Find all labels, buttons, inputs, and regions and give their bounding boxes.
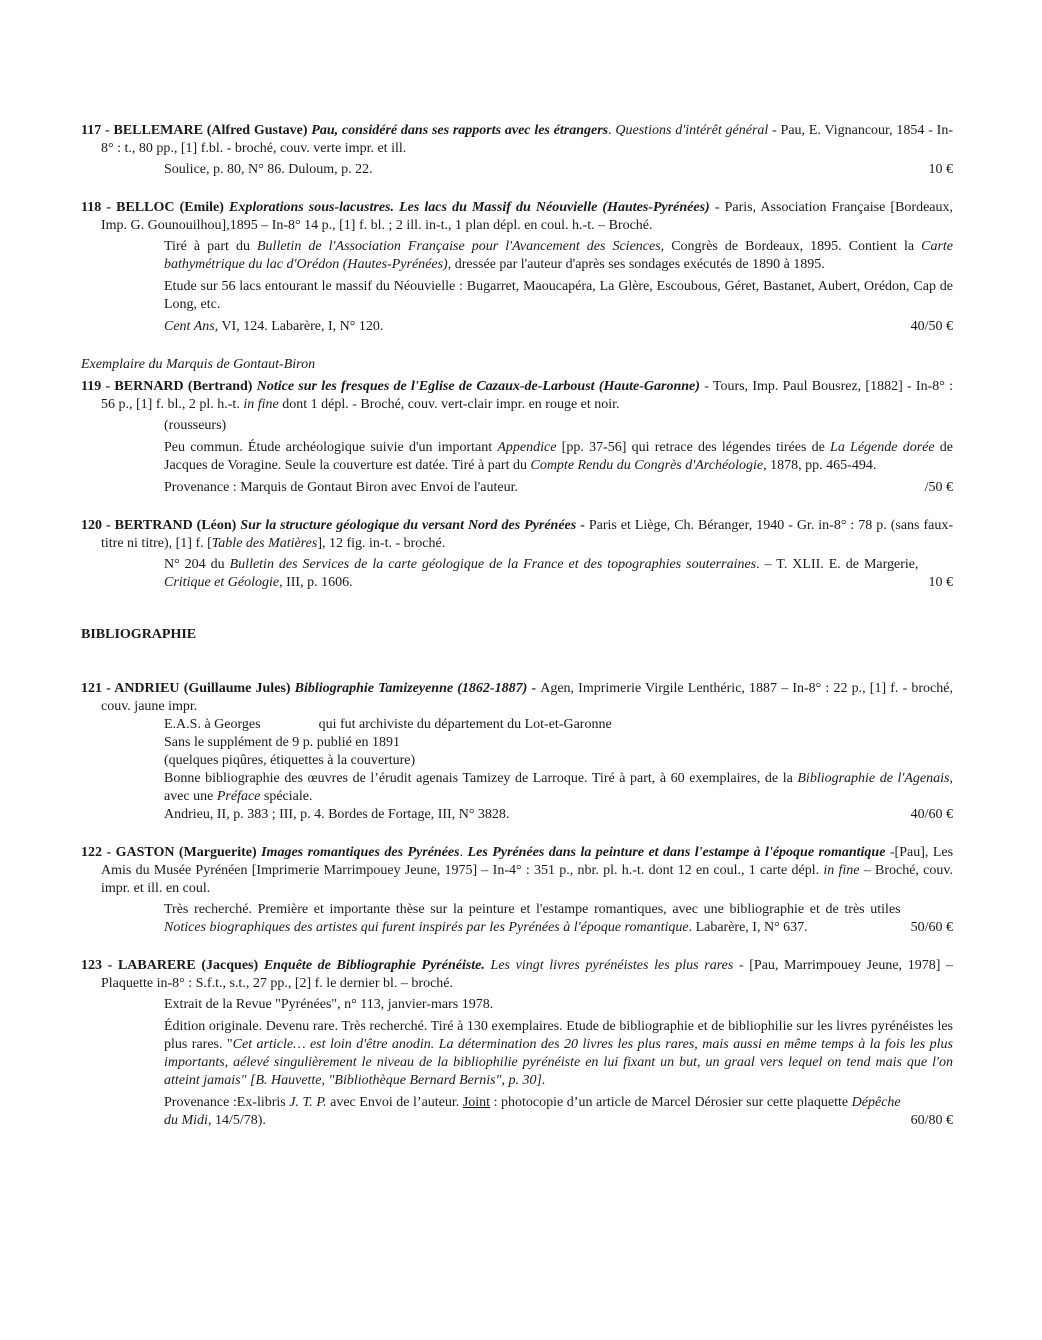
imprint: -[Pau], Les Amis du Musée Pyrénéen [Imprimerie Marrimpouey Jeune, 1975] – In-4° : 351 p., nbr. pl. h.-t. dont 12 en coul., 1 carte dépl. bbox=[101, 845, 954, 878]
reference-line bbox=[164, 1094, 953, 1130]
price: 10 € bbox=[928, 162, 953, 177]
description-note: Etude sur 56 lacs entourant le massif du Néouvielle : Bugarret, Maoucapéra, La Glère, Escoubous, Géret, Bastanet, Aubert, Orédon, Cap de Long, etc. bbox=[164, 279, 953, 312]
price: 10 € bbox=[928, 575, 953, 590]
book-subtitle: Questions d'intérêt général bbox=[615, 123, 769, 138]
entry-heading bbox=[81, 199, 953, 235]
entry-117 bbox=[81, 122, 953, 179]
dedication-note: E.A.S. à Georges qui fut archiviste du département du Lot-et-Garonne bbox=[164, 717, 612, 732]
imprint: - Pau, E. Vignancour, 1854 - In-8° : t., 80 pp., [1] f.bl. - broché, couv. verte impr. et ill. bbox=[101, 123, 954, 156]
entry-heading: 120 - BERTRAND (Léon) Sur la structure géologique du versant Nord des Pyrénées - Paris et Liège, Ch. Béranger, 1940 - Gr. in-8° : 78 p. (sans faux-titre ni titre), [1] f. [Table des Matières], 12 fig. in-t. - broché. bbox=[81, 518, 953, 551]
entry-heading: 119 - BERNARD (Bertrand) Notice sur les fresques de l'Eglise de Cazaux-de-Larboust (Haute-Garonne) - Tours, Imp. Paul Bousrez, [1882] - In-8° : 56 p., [1] f. bl., 2 pl. h.-t. in fine dont 1 dépl. - Broché, couv. vert-clair impr. en rouge et noir. bbox=[81, 379, 954, 412]
price: 40/60 € bbox=[910, 807, 953, 822]
lot-number: 118 - bbox=[81, 200, 117, 215]
reference-line bbox=[164, 806, 953, 824]
entry-120 bbox=[81, 517, 953, 592]
author: GASTON (Marguerite) bbox=[115, 845, 257, 860]
book-title: Notice sur les fresques de l'Eglise de Cazaux-de-Larboust (Haute-Garonne) bbox=[256, 379, 700, 394]
lot-number: 119 - bbox=[81, 379, 115, 394]
book-title: Bibliographie Tamizeyenne (1862-1887) bbox=[294, 681, 528, 696]
imprint: Paris et Liège, Ch. Béranger, 1940 - Gr. in-8° : 78 p. (sans faux-titre ni titre), [1] f. [ bbox=[101, 518, 953, 551]
reference: Soulice, p. 80, N° 86. Duloum, p. 22. bbox=[164, 162, 373, 177]
reference: Cent Ans, VI, 124. Labarère, I, N° 120. bbox=[164, 319, 384, 334]
price: 60/80 € bbox=[910, 1113, 953, 1128]
book-subtitle: Les Pyrénées dans la peinture et dans l'estampe à l'époque romantique bbox=[467, 845, 886, 860]
description-note: Sans le supplément de 9 p. publié en 1891 bbox=[164, 735, 401, 750]
entry-119 bbox=[81, 356, 953, 497]
description-note: Édition originale. Devenu rare. Très recherché. Tiré à 130 exemplaires. Etude de bibliographie et de bibliophilie sur les livres pyrénéistes les plus rares. "Cet article… est loin d'être anodin. La détermination des 20 livres les plus rares, mais aussi en même temps à la fois les plus importants, aélevé singulièrement le niveau de la bibliophilie pyrénéiste en lui fixant un but, un graal vers lequel on tend mais que l'on atteint jamais" [B. Hauvette, "Bibliothèque Bernard Bernis", p. 30]. bbox=[164, 1019, 953, 1088]
reference: Provenance :Ex-libris J. T. P. avec Envoi de l’auteur. Joint : photocopie d’un article de Marcel Dérosier sur cette plaquette Dépêche du Midi, 14/5/78). bbox=[164, 1095, 901, 1128]
author: BERNARD (Bertrand) bbox=[114, 379, 253, 394]
lot-number: 120 - bbox=[81, 518, 115, 533]
author: BERTRAND (Léon) bbox=[114, 518, 237, 533]
author: LABARERE (Jacques) bbox=[117, 958, 259, 973]
author: BELLOC (Emile) bbox=[116, 200, 224, 215]
book-title: Sur la structure géologique du versant Nord des Pyrénées bbox=[240, 518, 577, 533]
author: BELLEMARE (Alfred Gustave) bbox=[113, 123, 308, 138]
reference-line bbox=[164, 318, 953, 336]
imprint: - [Pau, Marrimpouey Jeune, 1978] – Plaquette in-8° : S.f.t., s.t., 27 pp., [2] f. le dernier bl. – broché. bbox=[101, 958, 953, 991]
reference: Andrieu, II, p. 383 ; III, p. 4. Bordes de Fortage, III, N° 3828. bbox=[164, 807, 510, 822]
condition-note: (quelques piqûres, étiquettes à la couverture) bbox=[164, 753, 416, 768]
book-subtitle: Les vingt livres pyrénéistes les plus rares bbox=[490, 958, 734, 973]
lot-number: 117 - bbox=[81, 123, 114, 138]
lot-number: 121 - bbox=[81, 681, 115, 696]
entry-heading: 121 - ANDRIEU (Guillaume Jules) Bibliographie Tamizeyenne (1862-1887) - Agen, Imprimerie Virgile Lenthéric, 1887 – In-8° : 22 p., [1] f. - broché, couv. jaune impr. bbox=[81, 681, 953, 714]
imprint: - Paris, Association Française [Bordeaux, Imp. G. Gounouilhou],1895 – In-8° 14 p., [1] f. bl. ; 2 ill. in-t., 1 plan dépl. en coul. h.-t. – Broché. bbox=[101, 200, 953, 233]
reference: N° 204 du Bulletin des Services de la carte géologique de la France et des topographies souterraines. – T. XLII. E. de Margerie, Critique et Géologie, III, p. 1606. bbox=[164, 557, 919, 590]
section-title: BIBLIOGRAPHIE bbox=[81, 627, 197, 642]
author: ANDRIEU (Guillaume Jules) bbox=[114, 681, 291, 696]
book-title: Explorations sous-lacustres. Les lacs du Massif du Néouvielle (Hautes-Pyrénées) bbox=[229, 200, 710, 215]
entry-heading bbox=[81, 957, 953, 993]
reference-line bbox=[164, 556, 953, 592]
reference-line bbox=[164, 479, 953, 497]
entry-123 bbox=[81, 957, 953, 1130]
imprint: - Tours, Imp. Paul Bousrez, [1882] - In-8° : 56 p., [1] f. bl., 2 pl. h.-t. bbox=[101, 379, 954, 412]
description-note: Tiré à part du Bulletin de l'Association Française pour l'Avancement des Sciences, Congrès de Bordeaux, 1895. Contient la Carte bathymétrique du lac d'Orédon (Hautes-Pyrénées), dressée par l'auteur d'après ses sondages exécutés de 1890 à 1895. bbox=[164, 239, 954, 272]
reference-line bbox=[164, 161, 953, 179]
lot-number: 123 - bbox=[81, 958, 118, 973]
entry-118 bbox=[81, 199, 953, 336]
book-title: Pau, considéré dans ses rapports avec les étrangers bbox=[311, 123, 609, 138]
price: 50/60 € bbox=[910, 920, 953, 935]
description-note: Peu commun. Étude archéologique suivie d'un important Appendice [pp. 37-56] qui retrace des légendes tirées de La Légende dorée de Jacques de Voragine. Seule la couverture est datée. Tiré à part du Compte Rendu du Congrès d'Archéologie, 1878, pp. 465-494. bbox=[164, 440, 954, 473]
price: 40/50 € bbox=[910, 319, 953, 334]
condition-note: (rousseurs) bbox=[164, 418, 227, 433]
entry-heading: 122 - GASTON (Marguerite) Images romantiques des Pyrénées. Les Pyrénées dans la peinture et dans l'estampe à l'époque romantique -[Pau], Les Amis du Musée Pyrénéen [Imprimerie Marrimpouey Jeune, 1975] – In-4° : 351 p., nbr. pl. h.-t. dont 12 en coul., 1 carte dépl. in fine – Broché, couv. impr. et ill. en coul. bbox=[81, 845, 954, 896]
lot-number: 122 - bbox=[81, 845, 116, 860]
entry-122 bbox=[81, 844, 953, 937]
entry-heading: 117 - BELLEMARE (Alfred Gustave) Pau, considéré dans ses rapports avec les étrangers. Questions d'intérêt général - Pau, E. Vignancour, 1854 - In-8° : t., 80 pp., [1] f.bl. - broché, couv. verte impr. et ill. bbox=[81, 123, 954, 156]
imprint: Agen, Imprimerie Virgile Lenthéric, 1887 – In-8° : 22 p., [1] f. - broché, couv. jaune impr. bbox=[101, 681, 953, 714]
description-note: Extrait de la Revue "Pyrénées", n° 113, janvier-mars 1978. bbox=[164, 997, 494, 1012]
description-note: Bonne bibliographie des œuvres de l’érudit agenais Tamizey de Larroque. Tiré à part, à 60 exemplaires, de la Bibliographie de l'Agenais, avec une Préface spéciale. bbox=[164, 771, 953, 804]
book-title: Enquête de Bibliographie Pyrénéiste. bbox=[263, 958, 485, 973]
price: /50 € bbox=[924, 480, 953, 495]
description-note: Très recherché. Première et importante thèse sur la peinture et l'estampe romantiques, avec une bibliographie et de très utiles Notices biographiques des artistes qui furent inspirés par les Pyrénées à l'époque romantique. Labarère, I, N° 637. 50/60 € bbox=[164, 902, 953, 935]
book-title: Images romantiques des Pyrénées bbox=[261, 845, 460, 860]
reference: Provenance : Marquis de Gontaut Biron avec Envoi de l'auteur. bbox=[164, 480, 518, 495]
entry-121 bbox=[81, 680, 953, 824]
provenance-note: Exemplaire du Marquis de Gontaut-Biron bbox=[81, 357, 316, 372]
